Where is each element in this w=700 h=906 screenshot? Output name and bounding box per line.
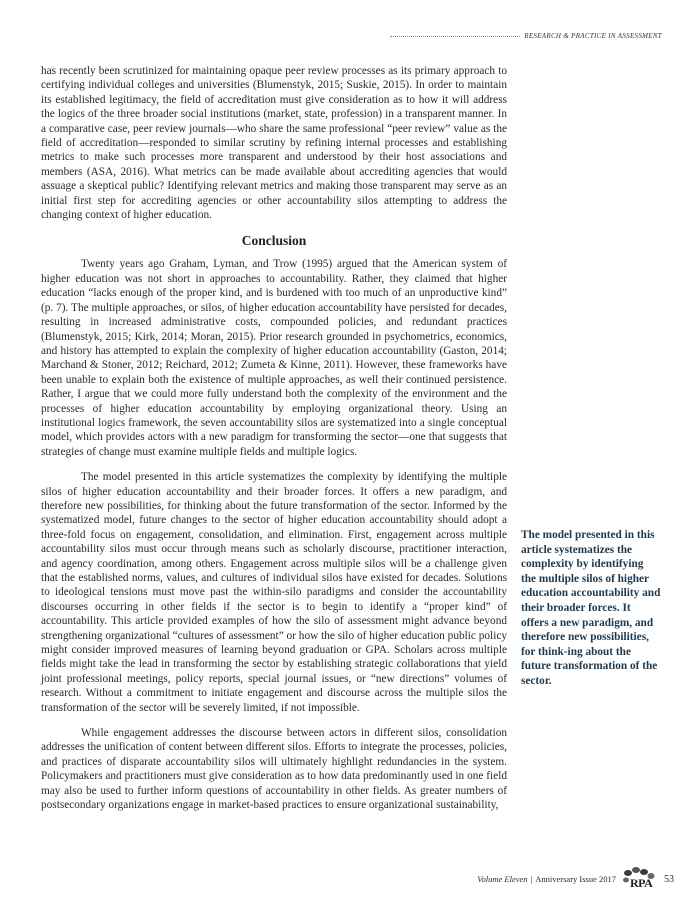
running-title: RESEARCH & PRACTICE IN ASSESSMENT	[524, 32, 662, 40]
header-dotted-rule	[390, 36, 520, 37]
page-number: 53	[664, 873, 674, 885]
footer-separator: |	[530, 874, 533, 884]
page-footer	[477, 866, 674, 892]
paragraph-conclusion-3: While engagement addresses the discourse between actors in different silos, consolidation addresses the unification of content between different silos. Efforts to integrate the processes, policies, and practices of disparate accountability silos will ultimately highlight redundancies in the system. Policymakers and practitioners must give consideration as to how data predominantly used in one field may also be used to further inform questions of accountability in other fields. As greater numbers of postsecondary organizations engage in market-based practices to ensure organizational sustainability,	[41, 727, 507, 812]
paragraph-continued: has recently been scrutinized for maintaining opaque peer review processes as its primary approach to certifying individual colleges and universities (Blumenstyk, 2015; Suskie, 2015). In order to maintain its established legitimacy, the field of accreditation must give consideration as to how it will address the logics of the three broader social institutions (market, state, profession) in a transparent manner. In a comparative case, peer review journals—who share the same professional “peer review” value as the field of accreditation—responded to similar scrutiny by refining internal processes and establishing metrics to make such processes more transparent and understood by their host associations and members (ASA, 2016). What metrics can be made available about accrediting agencies that would assuage a skeptical public? Identifying relevant metrics and making those transparent may serve as an initial first step for accrediting agencies or other accountability silos attempting to address the changing context of higher education.	[41, 65, 507, 222]
footer-volume: Volume Eleven	[477, 874, 528, 884]
paragraph-conclusion-2: The model presented in this article systematizes the complexity by identifying the multiple silos of higher education accountability and their broader forces. It offers a new paradigm, and therefore new possibilities, for thinking about the future transformation of the sector. Informed by the systematized model, future changes to the sector of higher education accountability should adopt a three-fold focus on engagement, consolidation, and elimination. First, engagement across multiple accountability silos must occur through means such as scholarly discourse, practitioner interaction, and agency coordination, among others. Engagement across multiple silos will be a challenge given that the established norms, values, and cultures of individual silos have existed for decades. Solutions to ideological tensions must move past the within-silo paradigms and consider the accountability discourses occurring in other fields if the sector is to begin to identify a “proper kind” of accountability. This article provided examples of how the silo of assessment might advance beyond strengthening organizational “cultures of assessment” or how the silo of higher education public policy might consider improved measures of learning beyond graduation or GPA. Scholars across multiple fields might take the lead in transforming the sector by establishing strategic collaborations that yield joint professional meetings, policy reports, special journal issues, or “new directions” volumes of research. Without a commitment to initiate engagement and discourse across the multiple silos the transformation of the sector will be severely limited, if not impossible.	[41, 471, 507, 714]
footer-issue: Anniversary Issue 2017	[535, 874, 616, 884]
running-header	[390, 32, 662, 40]
pull-quote: The model presented in this article systematizes the complexity by identifying the multiple silos of higher education accountability and their broader forces. It offers a new paradigm, and therefore new possibilities, for think-ing about the future transformation of the sector.	[521, 529, 661, 687]
paragraph-conclusion-1: Twenty years ago Graham, Lyman, and Trow (1995) argued that the American system of higher education was not short in approaches to accountability. Rather, they claimed that higher education “lacks enough of the proper kind, and is burdened with too much of an unproductive kind” (p. 7). The multiple approaches, or silos, of higher education accountability have persisted for decades, resulting in increased administrative costs, compounded policies, and redundant practices (Blumenstyk, 2015; Kirk, 2014; Moran, 2015). Prior research grounded in psychometrics, economics, and history has attempted to explain the complexity of higher education accountability (Gaston, 2014; Marchand & Stoner, 2012; Reichard, 2012; Zumeta & Kinne, 2011). However, these frameworks have been unable to explain both the existence of multiple approaches, as well their continued persistence. Rather, I argue that we could more fully understand both the complexity of the environment and the processes of higher education accountability by employing organizational theory. Using an institutional logics framework, the seven accountability silos are systematized into a single conceptual model, which provides actors with a new paradigm for transforming the sector—one that suggests that strategies of change must examine multiple fields and multiple logics.	[41, 258, 507, 458]
logo-text: RPA	[630, 876, 653, 890]
rpa-logo-icon	[622, 866, 656, 892]
section-heading-conclusion: Conclusion	[241, 233, 307, 249]
article-body	[41, 64, 507, 824]
